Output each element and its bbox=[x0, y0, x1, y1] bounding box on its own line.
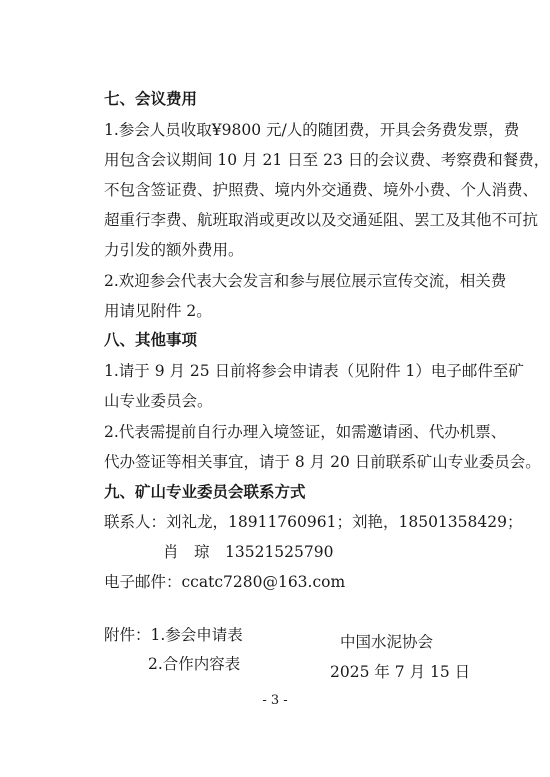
section-heading-other: 八、其他事项 bbox=[104, 331, 198, 349]
other-item1-line2: 山专业委员会。 bbox=[104, 392, 213, 410]
fees-item2-line2: 用请见附件 2。 bbox=[104, 302, 212, 320]
section-heading-contacts: 九、矿山专业委员会联系方式 bbox=[104, 483, 306, 501]
page-number: - 3 - bbox=[262, 693, 288, 708]
section-heading-fees: 七、会议费用 bbox=[104, 90, 198, 108]
contacts-line2: 肖 琼 13521525790 bbox=[163, 543, 334, 561]
attachment-item2: 2.合作内容表 bbox=[148, 655, 241, 673]
fees-item1-line3: 不包含签证费、护照费、境内外交通费、境外小费、个人消费、 bbox=[104, 181, 539, 199]
contact-email: 电子邮件：ccatc7280@163.com bbox=[104, 573, 346, 591]
fees-item1-line2: 用包含会议期间 10 月 21 日至 23 日的会议费、考察费和餐费， bbox=[104, 151, 550, 169]
attachment-item1: 附件：1.参会申请表 bbox=[104, 626, 243, 644]
fees-item1-line5: 力引发的额外费用。 bbox=[104, 241, 244, 259]
other-item2-line2: 代办签证等相关事宜，请于 8 月 20 日前联系矿山专业委员会。 bbox=[104, 453, 541, 471]
other-item1-line1: 1.请于 9 月 25 日前将参会申请表（见附件 1）电子邮件至矿 bbox=[104, 362, 524, 380]
fees-item1-line1: 1.参会人员收取¥9800 元/人的随团费，开具会务费发票，费 bbox=[104, 121, 520, 139]
signature-org: 中国水泥协会 bbox=[340, 633, 434, 651]
fees-item2-line1: 2.欢迎参会代表大会发言和参与展位展示宣传交流，相关费 bbox=[104, 272, 507, 290]
fees-item1-line4: 超重行李费、航班取消或更改以及交通延阻、罢工及其他不可抗 bbox=[104, 211, 539, 229]
signature-date: 2025 年 7 月 15 日 bbox=[330, 663, 471, 681]
contacts-line1: 联系人：刘礼龙，18911760961；刘艳，18501358429； bbox=[104, 513, 523, 531]
other-item2-line1: 2.代表需提前自行办理入境签证，如需邀请函、代办机票、 bbox=[104, 423, 507, 441]
